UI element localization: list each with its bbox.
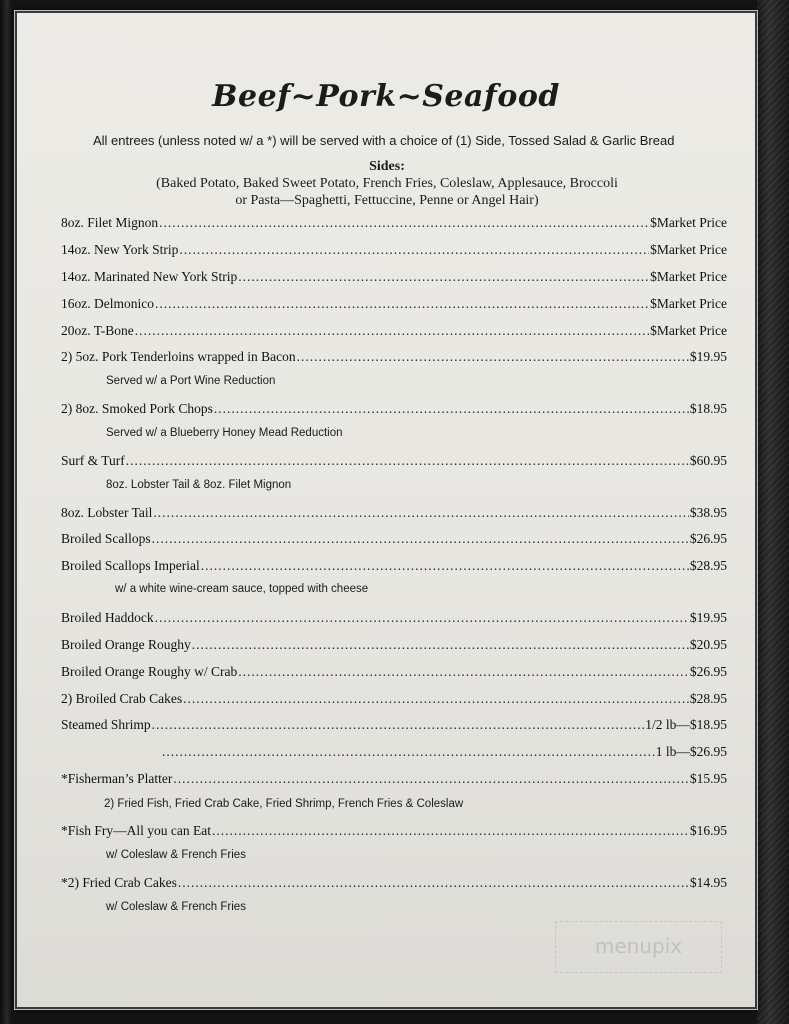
item-name: *Fish Fry—All you can Eat [61, 823, 211, 838]
item-price: $14.95 [689, 875, 727, 890]
item-name: 16oz. Delmonico [61, 296, 154, 311]
item-name: Surf & Turf [61, 453, 125, 468]
item-price: $19.95 [689, 610, 727, 625]
menupix-watermark: menupix [555, 921, 722, 973]
item-name: 2) 5oz. Pork Tenderloins wrapped in Bacon [61, 349, 296, 364]
item-name: *2) Fried Crab Cakes [61, 875, 177, 890]
sides-list [15, 175, 759, 209]
menu-item [61, 633, 727, 653]
menu-item [61, 265, 727, 285]
item-price: $26.95 [689, 664, 727, 679]
item-price: $28.95 [689, 558, 727, 573]
item-price: $60.95 [689, 453, 727, 468]
leader-dots [159, 215, 649, 231]
binder-left-edge [0, 0, 12, 1024]
menu-item [61, 871, 727, 891]
item-price: $20.95 [689, 637, 727, 652]
menu-item [61, 819, 727, 839]
leader-dots [155, 296, 649, 312]
menu-item [61, 527, 727, 547]
menu-item [161, 740, 727, 760]
item-price: $Market Price [650, 323, 727, 338]
item-price: $18.95 [689, 401, 727, 416]
sides-heading: Sides: [369, 159, 405, 174]
item-name: Broiled Haddock [61, 610, 154, 625]
binder-right-edge [757, 0, 789, 1024]
item-price: $28.95 [689, 691, 727, 706]
item-note: 2) Fried Fish, Fried Crab Cake, Fried Shrimp, French Fries & Coleslaw [104, 798, 464, 810]
item-price: $16.95 [689, 823, 727, 838]
leader-dots [238, 269, 649, 285]
item-price: $Market Price [650, 215, 727, 230]
menu-item [61, 397, 727, 417]
leader-dots [135, 323, 649, 339]
menu-item [61, 292, 727, 312]
item-note: Served w/ a Blueberry Honey Mead Reduction [106, 427, 343, 439]
leader-dots [297, 349, 689, 365]
menu-item [61, 660, 727, 680]
item-name: 14oz. New York Strip [61, 242, 179, 257]
menu-item [61, 345, 727, 365]
item-price: $15.95 [689, 771, 727, 786]
sides-line-1: (Baked Potato, Baked Sweet Potato, French Fries, Coleslaw, Applesauce, Broccoli [156, 176, 618, 191]
item-name: *Fisherman’s Platter [61, 771, 173, 786]
menu-item [61, 319, 727, 339]
item-note: w/ Coleslaw & French Fries [106, 901, 246, 913]
item-price: $Market Price [650, 242, 727, 257]
leader-dots [173, 771, 689, 787]
item-note: w/ a white wine-cream sauce, topped with cheese [115, 583, 369, 595]
menu-item [61, 449, 727, 469]
item-name: Broiled Scallops Imperial [61, 558, 200, 573]
menu-title: Beef~Pork~Seafood [212, 79, 560, 114]
item-price: $38.95 [689, 505, 727, 520]
leader-dots [201, 558, 689, 574]
item-note: 8oz. Lobster Tail & 8oz. Filet Mignon [106, 479, 292, 491]
item-name: Steamed Shrimp [61, 717, 151, 732]
item-price: 1/2 lb—$18.95 [645, 717, 727, 732]
item-name: 14oz. Marinated New York Strip [61, 269, 238, 284]
item-price: $Market Price [650, 296, 727, 311]
item-price: $Market Price [650, 269, 727, 284]
leader-dots [178, 875, 689, 891]
leader-dots [212, 823, 689, 839]
sides-line-2: or Pasta—Spaghetti, Fettuccine, Penne or Angel Hair) [235, 193, 539, 208]
item-price: $26.95 [689, 531, 727, 546]
leader-dots [155, 610, 689, 626]
item-note: w/ Coleslaw & French Fries [106, 849, 246, 861]
leader-dots [192, 637, 689, 653]
item-name: 8oz. Lobster Tail [61, 505, 153, 520]
menu-item [61, 211, 727, 231]
item-name: Broiled Orange Roughy [61, 637, 191, 652]
leader-dots [162, 744, 655, 760]
item-name: 2) 8oz. Smoked Pork Chops [61, 401, 213, 416]
leader-dots [214, 401, 689, 417]
menu-item [61, 501, 727, 521]
leader-dots [183, 691, 689, 707]
item-name: 2) Broiled Crab Cakes [61, 691, 183, 706]
leader-dots [152, 531, 689, 547]
item-price: $19.95 [689, 349, 727, 364]
menu-item [61, 606, 727, 626]
menu-item [61, 554, 727, 574]
menu-subtitle: All entrees (unless noted w/ a *) will be served with a choice of (1) Side, Tossed Salad & Garlic Bread [93, 133, 675, 148]
item-price: 1 lb—$26.95 [655, 744, 727, 759]
item-note: Served w/ a Port Wine Reduction [106, 375, 276, 387]
item-name: 20oz. T-Bone [61, 323, 134, 338]
item-name: Broiled Orange Roughy w/ Crab [61, 664, 238, 679]
menu-item [61, 687, 727, 707]
menu-item [61, 713, 727, 733]
leader-dots [152, 717, 645, 733]
leader-dots [179, 242, 649, 258]
leader-dots [153, 505, 688, 521]
leader-dots [238, 664, 689, 680]
menu-page [14, 10, 758, 1010]
menu-item [61, 767, 727, 787]
leader-dots [126, 453, 689, 469]
item-name: Broiled Scallops [61, 531, 151, 546]
menu-item [61, 238, 727, 258]
item-name: 8oz. Filet Mignon [61, 215, 159, 230]
